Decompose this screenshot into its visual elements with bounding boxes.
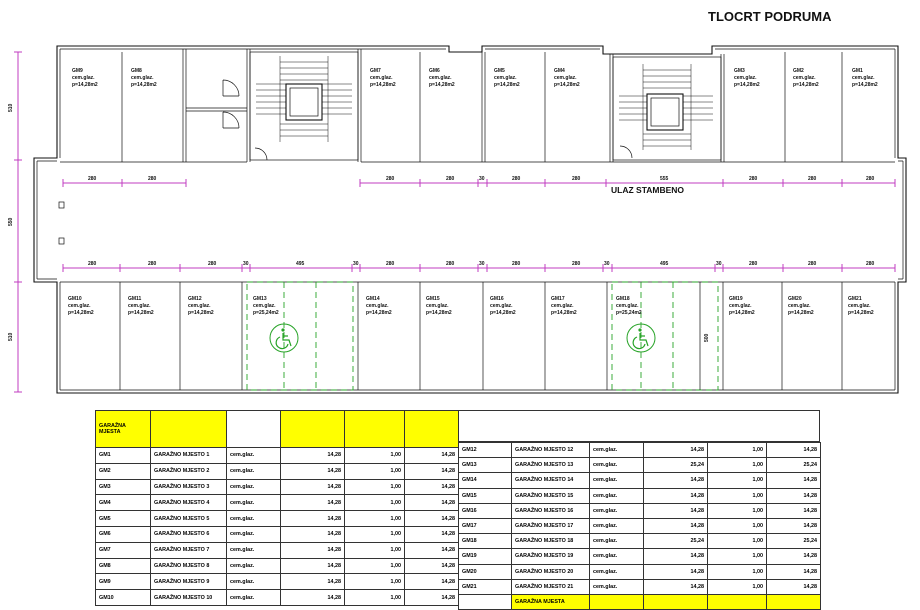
svg-text:cem.glaz.: cem.glaz. — [490, 303, 513, 309]
table-cell-name: GARAŽNO MJESTO 1 — [151, 448, 227, 464]
table-cell-name: GARAŽNO MJESTO 9 — [151, 574, 227, 590]
space-label-gm2 — [793, 68, 819, 88]
svg-text:GM14: GM14 — [366, 296, 380, 302]
table-cell-name: GARAŽNO MJESTO 4 — [151, 495, 227, 511]
svg-text:cem.glaz.: cem.glaz. — [848, 303, 871, 309]
bottom-dim-label: 30 — [479, 261, 485, 267]
table-cell-area: 14,28 — [644, 549, 708, 564]
table-cell-code: GM15 — [459, 488, 512, 503]
space-label-gm3 — [734, 68, 760, 88]
svg-text:cem.glaz.: cem.glaz. — [131, 75, 154, 81]
table-cell-floor: cem.glaz. — [227, 511, 281, 527]
table-cell-total: 25,24 — [767, 458, 821, 473]
table-cell-code: GM10 — [96, 590, 151, 606]
svg-text:GM3: GM3 — [734, 68, 745, 74]
svg-text:GM19: GM19 — [729, 296, 743, 302]
table-cell-coef: 1,00 — [345, 463, 405, 479]
table-cell-coef: 1,00 — [708, 549, 767, 564]
svg-text:p=14,28m2: p=14,28m2 — [848, 310, 874, 316]
top-dim-label: 280 — [88, 176, 97, 182]
table-cell-code: GM12 — [459, 443, 512, 458]
table-cell-name: GARAŽNO MJESTO 15 — [512, 488, 590, 503]
table-cell-code: GM20 — [459, 564, 512, 579]
table-footer-cell — [590, 594, 644, 609]
space-label-gm16 — [490, 296, 516, 316]
top-dim-label: 280 — [572, 176, 581, 182]
svg-text:GM1: GM1 — [852, 68, 863, 74]
table-cell-floor: cem.glaz. — [590, 473, 644, 488]
svg-text:cem.glaz.: cem.glaz. — [188, 303, 211, 309]
table-row — [459, 579, 821, 594]
table-cell-name: GARAŽNO MJESTO 19 — [512, 549, 590, 564]
table-footer-cell — [644, 594, 708, 609]
table-row — [96, 558, 459, 574]
table-cell-area: 14,28 — [644, 443, 708, 458]
space-label-gm4 — [554, 68, 580, 88]
svg-text:cem.glaz.: cem.glaz. — [729, 303, 752, 309]
table-cell-name: GARAŽNO MJESTO 5 — [151, 511, 227, 527]
svg-text:GM20: GM20 — [788, 296, 802, 302]
table-cell-area: 25,24 — [644, 534, 708, 549]
table-cell-floor: cem.glaz. — [590, 458, 644, 473]
top-dim-label: 280 — [512, 176, 521, 182]
svg-text:p=14,28m2: p=14,28m2 — [734, 82, 760, 88]
table-row — [96, 511, 459, 527]
bottom-dim-label: 30 — [243, 261, 249, 267]
top-dim-label: 280 — [386, 176, 395, 182]
table-cell-area: 14,28 — [281, 495, 345, 511]
top-dim-label: 280 — [749, 176, 758, 182]
table-cell-floor: cem.glaz. — [227, 495, 281, 511]
table-cell-area: 14,28 — [281, 448, 345, 464]
svg-text:p=14,28m2: p=14,28m2 — [852, 82, 878, 88]
table-row — [459, 473, 821, 488]
table-cell-floor: cem.glaz. — [227, 590, 281, 606]
table-cell-coef: 1,00 — [345, 448, 405, 464]
table-cell-code: GM16 — [459, 503, 512, 518]
svg-text:p=14,28m2: p=14,28m2 — [554, 82, 580, 88]
table-cell-code: GM2 — [96, 463, 151, 479]
svg-text:p=14,28m2: p=14,28m2 — [793, 82, 819, 88]
svg-text:GM8: GM8 — [131, 68, 142, 74]
svg-text:cem.glaz.: cem.glaz. — [253, 303, 276, 309]
side-dim-label: 510 — [8, 103, 14, 112]
table-cell-floor: cem.glaz. — [227, 479, 281, 495]
table-cell-name: GARAŽNO MJESTO 14 — [512, 473, 590, 488]
svg-text:cem.glaz.: cem.glaz. — [429, 75, 452, 81]
table-cell-code: GM6 — [96, 526, 151, 542]
table-row — [96, 479, 459, 495]
svg-text:cem.glaz.: cem.glaz. — [616, 303, 639, 309]
table-row — [459, 534, 821, 549]
svg-text:p=14,28m2: p=14,28m2 — [366, 310, 392, 316]
table-cell-total: 14,28 — [405, 590, 459, 606]
space-label-gm20 — [788, 296, 814, 316]
svg-text:cem.glaz.: cem.glaz. — [788, 303, 811, 309]
svg-text:GM12: GM12 — [188, 296, 202, 302]
top-dim-label: 280 — [148, 176, 157, 182]
table-cell-floor: cem.glaz. — [590, 564, 644, 579]
parking-table-left — [95, 410, 459, 606]
bottom-dim-label: 280 — [208, 261, 217, 267]
accessible-dim-label: 500 — [704, 333, 710, 342]
table-body-left — [96, 448, 459, 606]
table-cell-name: GARAŽNO MJESTO 18 — [512, 534, 590, 549]
table-cell-total: 14,28 — [767, 564, 821, 579]
table-row — [459, 458, 821, 473]
svg-text:cem.glaz.: cem.glaz. — [128, 303, 151, 309]
table-cell-coef: 1,00 — [708, 503, 767, 518]
table-cell-code: GM7 — [96, 542, 151, 558]
table-cell-total: 14,28 — [405, 558, 459, 574]
table-cell-name: GARAŽNO MJESTO 2 — [151, 463, 227, 479]
bottom-dim-label: 280 — [866, 261, 875, 267]
table-cell-area: 14,28 — [281, 511, 345, 527]
table-cell-total: 14,28 — [767, 579, 821, 594]
table-cell-coef: 1,00 — [708, 443, 767, 458]
top-dim-label: 280 — [808, 176, 817, 182]
bottom-dim-label: 30 — [716, 261, 722, 267]
svg-text:cem.glaz.: cem.glaz. — [72, 75, 95, 81]
svg-text:p=25,24m2: p=25,24m2 — [253, 310, 279, 316]
table-cell-total: 14,28 — [767, 503, 821, 518]
table-cell-code: GM5 — [96, 511, 151, 527]
table-cell-code: GM19 — [459, 549, 512, 564]
table-cell-coef: 1,00 — [708, 473, 767, 488]
svg-text:p=14,28m2: p=14,28m2 — [131, 82, 157, 88]
table-cell-area: 14,28 — [281, 479, 345, 495]
svg-text:p=14,28m2: p=14,28m2 — [426, 310, 452, 316]
svg-text:cem.glaz.: cem.glaz. — [68, 303, 91, 309]
svg-text:p=14,28m2: p=14,28m2 — [68, 310, 94, 316]
svg-text:p=14,28m2: p=14,28m2 — [188, 310, 214, 316]
space-label-gm8 — [131, 68, 157, 88]
table-header-cell — [227, 411, 281, 448]
table-row — [459, 564, 821, 579]
space-label-gm9 — [72, 68, 98, 88]
top-dim-label: 30 — [479, 176, 485, 182]
svg-text:GM17: GM17 — [551, 296, 565, 302]
side-dim-label: 550 — [8, 217, 14, 226]
table-cell-area: 14,28 — [281, 558, 345, 574]
table-body-right — [459, 443, 821, 595]
table-cell-coef: 1,00 — [708, 564, 767, 579]
table-cell-coef: 1,00 — [345, 590, 405, 606]
table-cell-name: GARAŽNO MJESTO 10 — [151, 590, 227, 606]
top-dim-label: 555 — [660, 176, 669, 182]
table-cell-floor: cem.glaz. — [227, 574, 281, 590]
table-cell-code: GM21 — [459, 579, 512, 594]
svg-text:p=25,24m2: p=25,24m2 — [616, 310, 642, 316]
table-row — [459, 549, 821, 564]
table-cell-coef: 1,00 — [345, 558, 405, 574]
bottom-dim-label: 280 — [148, 261, 157, 267]
table-cell-area: 14,28 — [281, 590, 345, 606]
table-cell-coef: 1,00 — [345, 479, 405, 495]
table-row — [96, 495, 459, 511]
table-cell-name: GARAŽNO MJESTO 16 — [512, 503, 590, 518]
table-cell-code: GM8 — [96, 558, 151, 574]
svg-text:GM9: GM9 — [72, 68, 83, 74]
svg-text:GM15: GM15 — [426, 296, 440, 302]
table-cell-area: 14,28 — [281, 526, 345, 542]
table-row — [96, 574, 459, 590]
table-header-right — [458, 410, 820, 442]
space-label-gm15 — [426, 296, 452, 316]
table-cell-floor: cem.glaz. — [590, 518, 644, 533]
svg-text:cem.glaz.: cem.glaz. — [793, 75, 816, 81]
svg-text:p=14,28m2: p=14,28m2 — [490, 310, 516, 316]
table-cell-code: GM3 — [96, 479, 151, 495]
space-label-gm7 — [370, 68, 396, 88]
side-dim-label: 510 — [8, 332, 14, 341]
space-label-gm6 — [429, 68, 455, 88]
svg-text:cem.glaz.: cem.glaz. — [494, 75, 517, 81]
svg-text:p=14,28m2: p=14,28m2 — [788, 310, 814, 316]
bottom-dim-label: 280 — [572, 261, 581, 267]
bottom-dim-label: 495 — [660, 261, 669, 267]
svg-text:cem.glaz.: cem.glaz. — [366, 303, 389, 309]
table-cell-total: 14,28 — [405, 511, 459, 527]
table-cell-name: GARAŽNO MJESTO 17 — [512, 518, 590, 533]
table-cell-code: GM14 — [459, 473, 512, 488]
svg-text:cem.glaz.: cem.glaz. — [370, 75, 393, 81]
table-cell-floor: cem.glaz. — [590, 579, 644, 594]
column-markers — [59, 202, 64, 244]
table-cell-coef: 1,00 — [345, 542, 405, 558]
table-cell-code: GM1 — [96, 448, 151, 464]
svg-text:p=14,28m2: p=14,28m2 — [72, 82, 98, 88]
svg-text:p=14,28m2: p=14,28m2 — [551, 310, 577, 316]
table-cell-code: GM18 — [459, 534, 512, 549]
svg-text:cem.glaz.: cem.glaz. — [734, 75, 757, 81]
table-footer-cell — [459, 594, 512, 609]
table-cell-floor: cem.glaz. — [590, 443, 644, 458]
table-cell-area: 14,28 — [644, 503, 708, 518]
table-cell-name: GARAŽNO MJESTO 13 — [512, 458, 590, 473]
table-cell-area: 14,28 — [644, 564, 708, 579]
space-label-gm12 — [188, 296, 214, 316]
svg-text:GM13: GM13 — [253, 296, 267, 302]
table-cell-floor: cem.glaz. — [590, 488, 644, 503]
space-label-gm11 — [128, 296, 154, 316]
table-cell-area: 14,28 — [644, 518, 708, 533]
svg-text:cem.glaz.: cem.glaz. — [426, 303, 449, 309]
bottom-dim-label: 30 — [604, 261, 610, 267]
table-row — [96, 526, 459, 542]
svg-text:GM2: GM2 — [793, 68, 804, 74]
table-cell-total: 14,28 — [405, 495, 459, 511]
table-cell-name: GARAŽNO MJESTO 6 — [151, 526, 227, 542]
table-cell-floor: cem.glaz. — [227, 526, 281, 542]
svg-text:GM18: GM18 — [616, 296, 630, 302]
space-label-gm14 — [366, 296, 392, 316]
space-label-gm10 — [68, 296, 94, 316]
bottom-dim-label: 280 — [88, 261, 97, 267]
table-cell-total: 14,28 — [767, 443, 821, 458]
table-cell-coef: 1,00 — [708, 458, 767, 473]
table-cell-code: GM9 — [96, 574, 151, 590]
table-row — [96, 463, 459, 479]
table-cell-total: 14,28 — [405, 479, 459, 495]
svg-text:GM6: GM6 — [429, 68, 440, 74]
table-cell-coef: 1,00 — [345, 511, 405, 527]
table-cell-total: 14,28 — [767, 473, 821, 488]
table-cell-coef: 1,00 — [708, 579, 767, 594]
table-cell-coef: 1,00 — [708, 488, 767, 503]
svg-text:GM7: GM7 — [370, 68, 381, 74]
table-cell-name: GARAŽNO MJESTO 12 — [512, 443, 590, 458]
svg-text:p=14,28m2: p=14,28m2 — [729, 310, 755, 316]
bottom-dim-label: 280 — [386, 261, 395, 267]
top-dim-label: 280 — [866, 176, 875, 182]
space-label-gm1 — [852, 68, 878, 88]
table-cell-total: 14,28 — [405, 574, 459, 590]
table-cell-floor: cem.glaz. — [590, 534, 644, 549]
svg-text:GM10: GM10 — [68, 296, 82, 302]
table-row — [96, 448, 459, 464]
table-header-row — [96, 411, 459, 448]
side-dimension-line — [14, 52, 22, 392]
table-cell-name: GARAŽNO MJESTO 3 — [151, 479, 227, 495]
table-cell-name: GARAŽNO MJESTO 7 — [151, 542, 227, 558]
bottom-dim-label: 495 — [296, 261, 305, 267]
table-cell-coef: 1,00 — [708, 518, 767, 533]
svg-text:GM16: GM16 — [490, 296, 504, 302]
svg-text:GM21: GM21 — [848, 296, 862, 302]
top-partitions — [60, 49, 895, 162]
table-cell-total: 14,28 — [767, 518, 821, 533]
table-cell-total: 14,28 — [767, 549, 821, 564]
bottom-bay-separators — [60, 282, 895, 390]
svg-text:p=14,28m2: p=14,28m2 — [370, 82, 396, 88]
table-row — [459, 518, 821, 533]
bottom-dim-label: 280 — [749, 261, 758, 267]
table-cell-name: GARAŽNO MJESTO 8 — [151, 558, 227, 574]
table-footer-cell — [708, 594, 767, 609]
space-label-gm21 — [848, 296, 874, 316]
corridor-label: ULAZ STAMBENO — [611, 185, 685, 195]
table-row — [96, 590, 459, 606]
table-row — [459, 488, 821, 503]
space-label-gm17 — [551, 296, 577, 316]
table-header-cell — [151, 411, 227, 448]
table-cell-area: 14,28 — [644, 579, 708, 594]
table-cell-area: 14,28 — [281, 542, 345, 558]
table-cell-floor: cem.glaz. — [590, 549, 644, 564]
svg-text:GM5: GM5 — [494, 68, 505, 74]
svg-text:GM4: GM4 — [554, 68, 565, 74]
space-label-gm19 — [729, 296, 755, 316]
inner-wall-line — [37, 49, 903, 390]
parking-table-right — [458, 442, 821, 610]
svg-text:cem.glaz.: cem.glaz. — [852, 75, 875, 81]
table-cell-coef: 1,00 — [345, 495, 405, 511]
table-cell-floor: cem.glaz. — [590, 503, 644, 518]
bottom-dim-label: 280 — [808, 261, 817, 267]
table-cell-total: 14,28 — [405, 542, 459, 558]
table-row — [96, 542, 459, 558]
table-cell-code: GM17 — [459, 518, 512, 533]
svg-text:p=14,28m2: p=14,28m2 — [128, 310, 154, 316]
svg-text:cem.glaz.: cem.glaz. — [551, 303, 574, 309]
table-cell-total: 25,24 — [767, 534, 821, 549]
table-cell-total: 14,28 — [405, 463, 459, 479]
table-cell-area: 25,24 — [644, 458, 708, 473]
table-cell-code: GM13 — [459, 458, 512, 473]
top-dim-label: 280 — [446, 176, 455, 182]
staircase-right — [613, 57, 721, 160]
table-cell-coef: 1,00 — [708, 534, 767, 549]
table-cell-area: 14,28 — [644, 488, 708, 503]
table-cell-floor: cem.glaz. — [227, 542, 281, 558]
table-cell-area: 14,28 — [644, 473, 708, 488]
space-label-gm5 — [494, 68, 520, 88]
table-header-cell — [345, 411, 405, 448]
svg-text:GM11: GM11 — [128, 296, 142, 302]
table-cell-floor: cem.glaz. — [227, 558, 281, 574]
table-cell-coef: 1,00 — [345, 526, 405, 542]
table-cell-coef: 1,00 — [345, 574, 405, 590]
table-cell-area: 14,28 — [281, 574, 345, 590]
table-footer-row — [459, 594, 821, 609]
table-cell-area: 14,28 — [281, 463, 345, 479]
staircase-left — [250, 52, 358, 160]
table-footer-cell — [767, 594, 821, 609]
table-cell-floor: cem.glaz. — [227, 448, 281, 464]
table-header-cell — [281, 411, 345, 448]
outer-wall — [34, 46, 906, 393]
svg-text:cem.glaz.: cem.glaz. — [554, 75, 577, 81]
plan-title: TLOCRT PODRUMA — [708, 9, 832, 24]
table-row — [459, 443, 821, 458]
table-cell-floor: cem.glaz. — [227, 463, 281, 479]
svg-text:p=14,28m2: p=14,28m2 — [494, 82, 520, 88]
table-header-cell — [405, 411, 459, 448]
table-cell-name: GARAŽNO MJESTO 20 — [512, 564, 590, 579]
svg-text:p=14,28m2: p=14,28m2 — [429, 82, 455, 88]
table-footer-label: GARAŽNA MJESTA — [512, 594, 590, 609]
table-cell-total: 14,28 — [767, 488, 821, 503]
table-cell-name: GARAŽNO MJESTO 21 — [512, 579, 590, 594]
bottom-dim-label: 280 — [512, 261, 521, 267]
table-cell-total: 14,28 — [405, 526, 459, 542]
table-header-label: GARAŽNA MJESTA — [96, 411, 151, 448]
table-cell-code: GM4 — [96, 495, 151, 511]
space-label-gm18 — [616, 296, 642, 316]
bottom-dim-label: 280 — [446, 261, 455, 267]
space-label-gm13 — [253, 296, 279, 316]
bottom-dim-label: 30 — [353, 261, 359, 267]
table-cell-total: 14,28 — [405, 448, 459, 464]
table-row — [459, 503, 821, 518]
